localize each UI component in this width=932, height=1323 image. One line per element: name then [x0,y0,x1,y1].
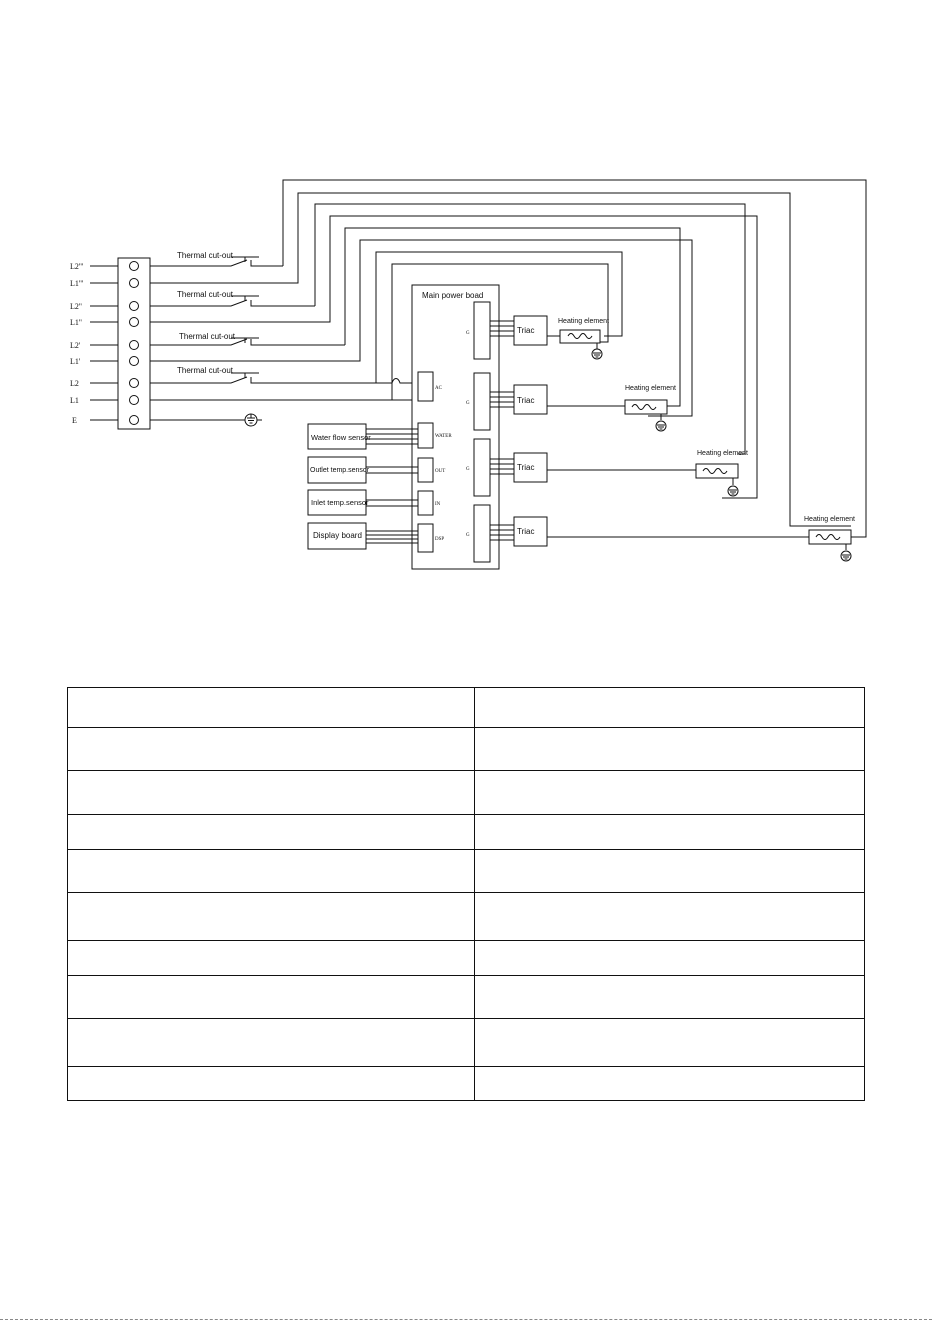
table-cell [68,850,475,893]
sensors [308,424,418,549]
table-row [68,976,865,1019]
triac-label-2: Triac [517,396,535,405]
main-board-label: Main power boad [422,291,484,300]
main-power-board [412,285,499,569]
thermal-cutout-label-4: Thermal cut-out [177,366,234,375]
heating-element-label-3: Heating element [697,450,748,457]
heating-element-label-2: Heating element [625,385,676,392]
gate-label-1: G [466,331,470,336]
terminal-label-e: E [72,416,77,425]
inlet-temp-sensor [308,490,418,515]
table-cell [475,976,865,1019]
table-cell [68,1067,475,1101]
triac-channel-2 [490,385,676,431]
outlet-temp-sensor [308,457,418,483]
triac-label-1: Triac [517,326,535,335]
table-cell [68,688,475,728]
terminal-label-l1: L1 [70,396,79,405]
table-cell [475,941,865,976]
gate-label-3: G [466,467,470,472]
terminal-label-l2-3: L2''' [70,262,84,271]
outlet-temp-sensor-label: Outlet temp.sensor [310,467,370,474]
table-cell [475,1019,865,1067]
water-flow-sensor [308,424,418,449]
gate-label-2: G [466,401,470,406]
table-cell [475,893,865,941]
table-cell [475,815,865,850]
terminal-block [70,258,150,429]
table-cell [68,976,475,1019]
table-row [68,893,865,941]
thermal-cutout-2 [150,290,315,306]
table-cell [68,1019,475,1067]
triac-label-3: Triac [517,463,535,472]
table-row [68,771,865,815]
triac-channel-4 [490,516,855,561]
gate-label-4: G [466,533,470,538]
connector-water-label: WATER [435,434,452,439]
connector-dsp-label: DSP [435,537,445,542]
table-row [68,688,865,728]
connector-ac-label: AC [435,386,442,391]
table-row [68,728,865,771]
connector-out-label: OUT [435,469,446,474]
triac-channel-3 [490,450,748,496]
thermal-cutout-1 [150,251,283,266]
table-cell [475,1067,865,1101]
table-cell [475,850,865,893]
table-cell [68,815,475,850]
feed-wires [150,180,866,537]
heating-element-label-4: Heating element [804,516,855,523]
table-row [68,1019,865,1067]
thermal-cutouts [150,251,376,383]
table-cell [475,771,865,815]
thermal-cutout-3 [150,332,345,345]
connector-in-label: IN [435,502,441,507]
terminal-label-l2: L2 [70,379,79,388]
terminal-label-l1-1: L1' [70,357,81,366]
terminal-label-l2-1: L2' [70,341,81,350]
table-row [68,1067,865,1101]
earth-terminal [150,414,262,426]
terminal-label-l2-2: L2'' [70,302,82,311]
spec-table [67,687,865,1101]
table-cell [68,893,475,941]
display-board [308,523,418,549]
terminal-label-l1-3: L1''' [70,279,84,288]
table-cell [68,771,475,815]
terminal-label-l1-2: L1'' [70,318,82,327]
table-row [68,941,865,976]
page-bottom-rule [0,1319,932,1320]
table-cell [475,688,865,728]
table-row [68,850,865,893]
display-board-label: Display board [313,531,362,540]
table-cell [68,728,475,771]
heating-element-label-1: Heating element [558,318,609,325]
thermal-cutout-label-1: Thermal cut-out [177,251,234,260]
inlet-temp-sensor-label: Inlet temp.sensor [311,498,369,507]
water-flow-sensor-label: Water flow sensor [311,433,371,442]
table-cell [68,941,475,976]
triac-channel-1 [490,316,609,359]
triac-label-4: Triac [517,527,535,536]
input-leads [90,266,118,420]
table-cell [475,728,865,771]
table-row [68,815,865,850]
thermal-cutout-4 [150,366,376,383]
thermal-cutout-label-3: Thermal cut-out [179,332,236,341]
thermal-cutout-label-2: Thermal cut-out [177,290,234,299]
wiring-diagram [0,0,932,640]
